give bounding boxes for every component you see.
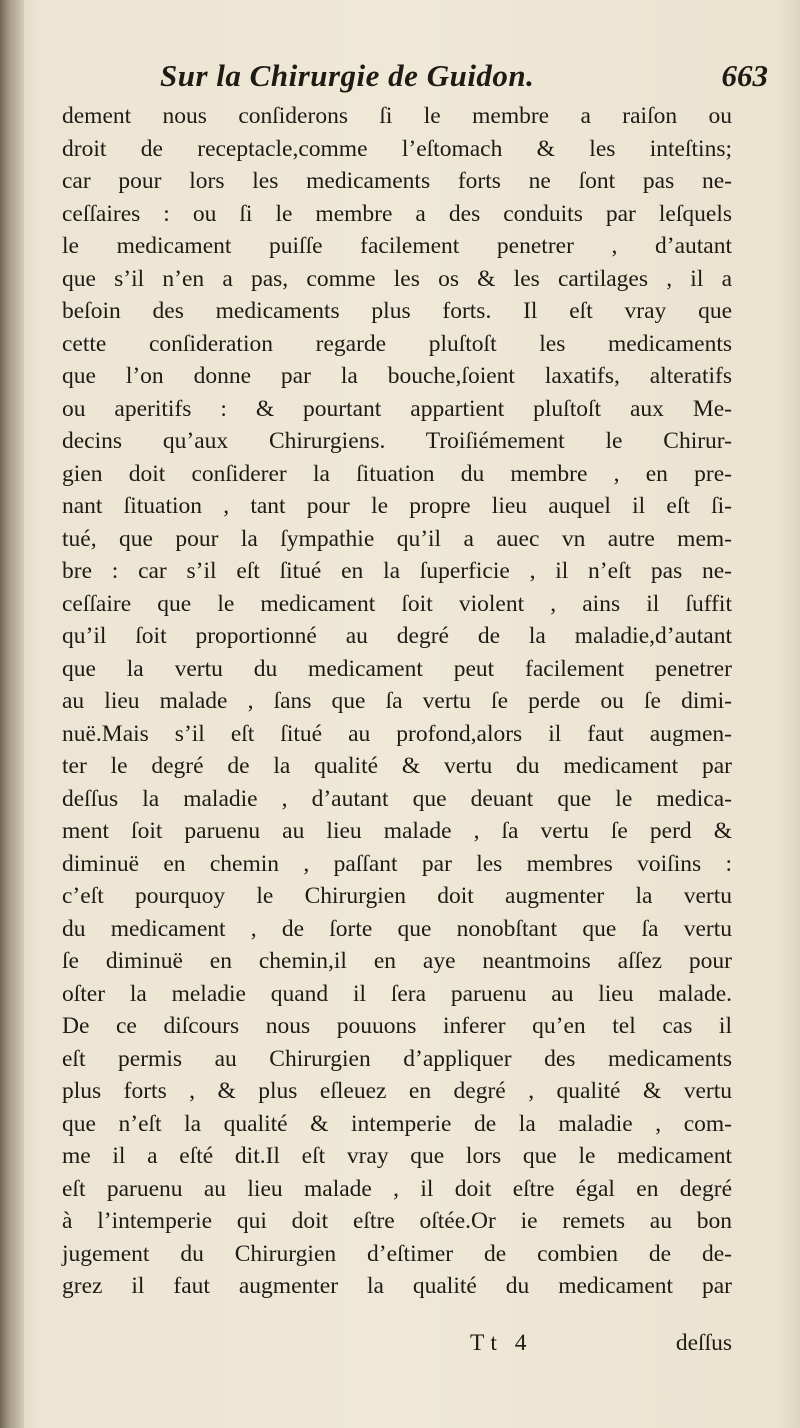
text-line: De ce diſcours nous pouuons inferer qu’en tel cas il [62, 1013, 732, 1039]
text-line: nant ſituation , tant pour le propre lieu auquel il eſt ſi- [62, 493, 732, 519]
text-line: car pour lors les medicaments forts ne ſont pas ne- [62, 168, 732, 194]
text-line: ceſſaire que le medicament ſoit violent , ains il ſuffit [62, 590, 732, 617]
text-line: ou aperitifs : & pourtant appartient pluſtoſt aux Me- [62, 395, 732, 422]
running-head: Sur la Chirurgie de Guidon. [160, 58, 535, 93]
catchword: deſſus [675, 1330, 732, 1356]
text-line: gien doit conſiderer la ſituation du membre , en pre- [62, 460, 732, 487]
text-line: cette conſideration regarde pluſtoſt les medicaments [62, 330, 732, 357]
body-text [62, 100, 732, 1303]
text-line: à l’intemperie qui doit eſtre oſtée.Or ie remets au bon [62, 1208, 732, 1234]
page-footer [470, 1330, 732, 1366]
text-line: ceſſaires : ou ſi le membre a des conduits par leſquels [62, 200, 732, 227]
text-line: nuë.Mais s’il eſt ſitué au profond,alors il faut augmen- [62, 720, 732, 747]
text-line: tué, que pour la ſympathie qu’il a auec vn autre mem- [62, 525, 732, 552]
text-line: jugement du Chirurgien d’eſtimer de combien de de- [62, 1240, 732, 1267]
page-header [60, 58, 770, 100]
text-line: beſoin des medicaments plus forts. Il eſt vray que [62, 298, 732, 324]
binding-gutter [0, 0, 24, 1428]
text-line: diminuë en chemin , paſſant par les membres voiſins : [62, 850, 732, 877]
text-line: me il a eſté dit.Il eſt vray que lors que le medicament [62, 1143, 732, 1169]
text-line: eſt paruenu au lieu malade , il doit eſtre égal en degré [62, 1175, 732, 1202]
text-line: qu’il ſoit proportionné au degré de la maladie,d’autant [62, 623, 732, 649]
text-line: que n’eſt la qualité & intemperie de la maladie , com- [62, 1110, 732, 1137]
text-line: oſter la meladie quand il ſera paruenu au lieu malade. [62, 980, 732, 1007]
text-line: grez il faut augmenter la qualité du medicament par [62, 1273, 732, 1299]
text-line: que l’on donne par la bouche,ſoient laxatifs, alteratifs [62, 363, 732, 389]
text-line: droit de receptacle,comme l’eſtomach & les inteſtins; [62, 135, 732, 162]
text-line: deſſus la maladie , d’autant que deuant que le medica- [62, 785, 732, 812]
text-line: plus forts , & plus eſleuez en degré , qualité & vertu [62, 1078, 732, 1104]
text-line: que la vertu du medicament peut facilement penetrer [62, 655, 732, 682]
text-line: le medicament puiſſe facilement penetrer , d’autant [62, 233, 732, 259]
text-line: ment ſoit paruenu au lieu malade , ſa vertu ſe perd & [62, 818, 732, 844]
text-line: ſe diminuë en chemin,il en aye neantmoins aſſez pour [62, 948, 732, 974]
text-line: bre : car s’il eſt ſitué en la ſuperficie , il n’eſt pas ne- [62, 558, 732, 584]
signature-mark: Tt 4 [470, 1330, 533, 1356]
page-number: 663 [721, 58, 768, 93]
text-line: au lieu malade , ſans que ſa vertu ſe perde ou ſe dimi- [62, 688, 732, 714]
text-line: du medicament , de ſorte que nonobſtant que ſa vertu [62, 915, 732, 942]
text-line: ter le degré de la qualité & vertu du medicament par [62, 753, 732, 779]
text-line: eſt permis au Chirurgien d’appliquer des medicaments [62, 1045, 732, 1072]
text-line: dement nous conſiderons ſi le membre a raiſon ou [62, 103, 732, 129]
text-line: decins qu’aux Chirurgiens. Troiſiémement le Chirur- [62, 428, 732, 454]
text-line: que s’il n’en a pas, comme les os & les cartilages , il a [62, 265, 732, 292]
text-line: c’eſt pourquoy le Chirurgien doit augmenter la vertu [62, 883, 732, 909]
